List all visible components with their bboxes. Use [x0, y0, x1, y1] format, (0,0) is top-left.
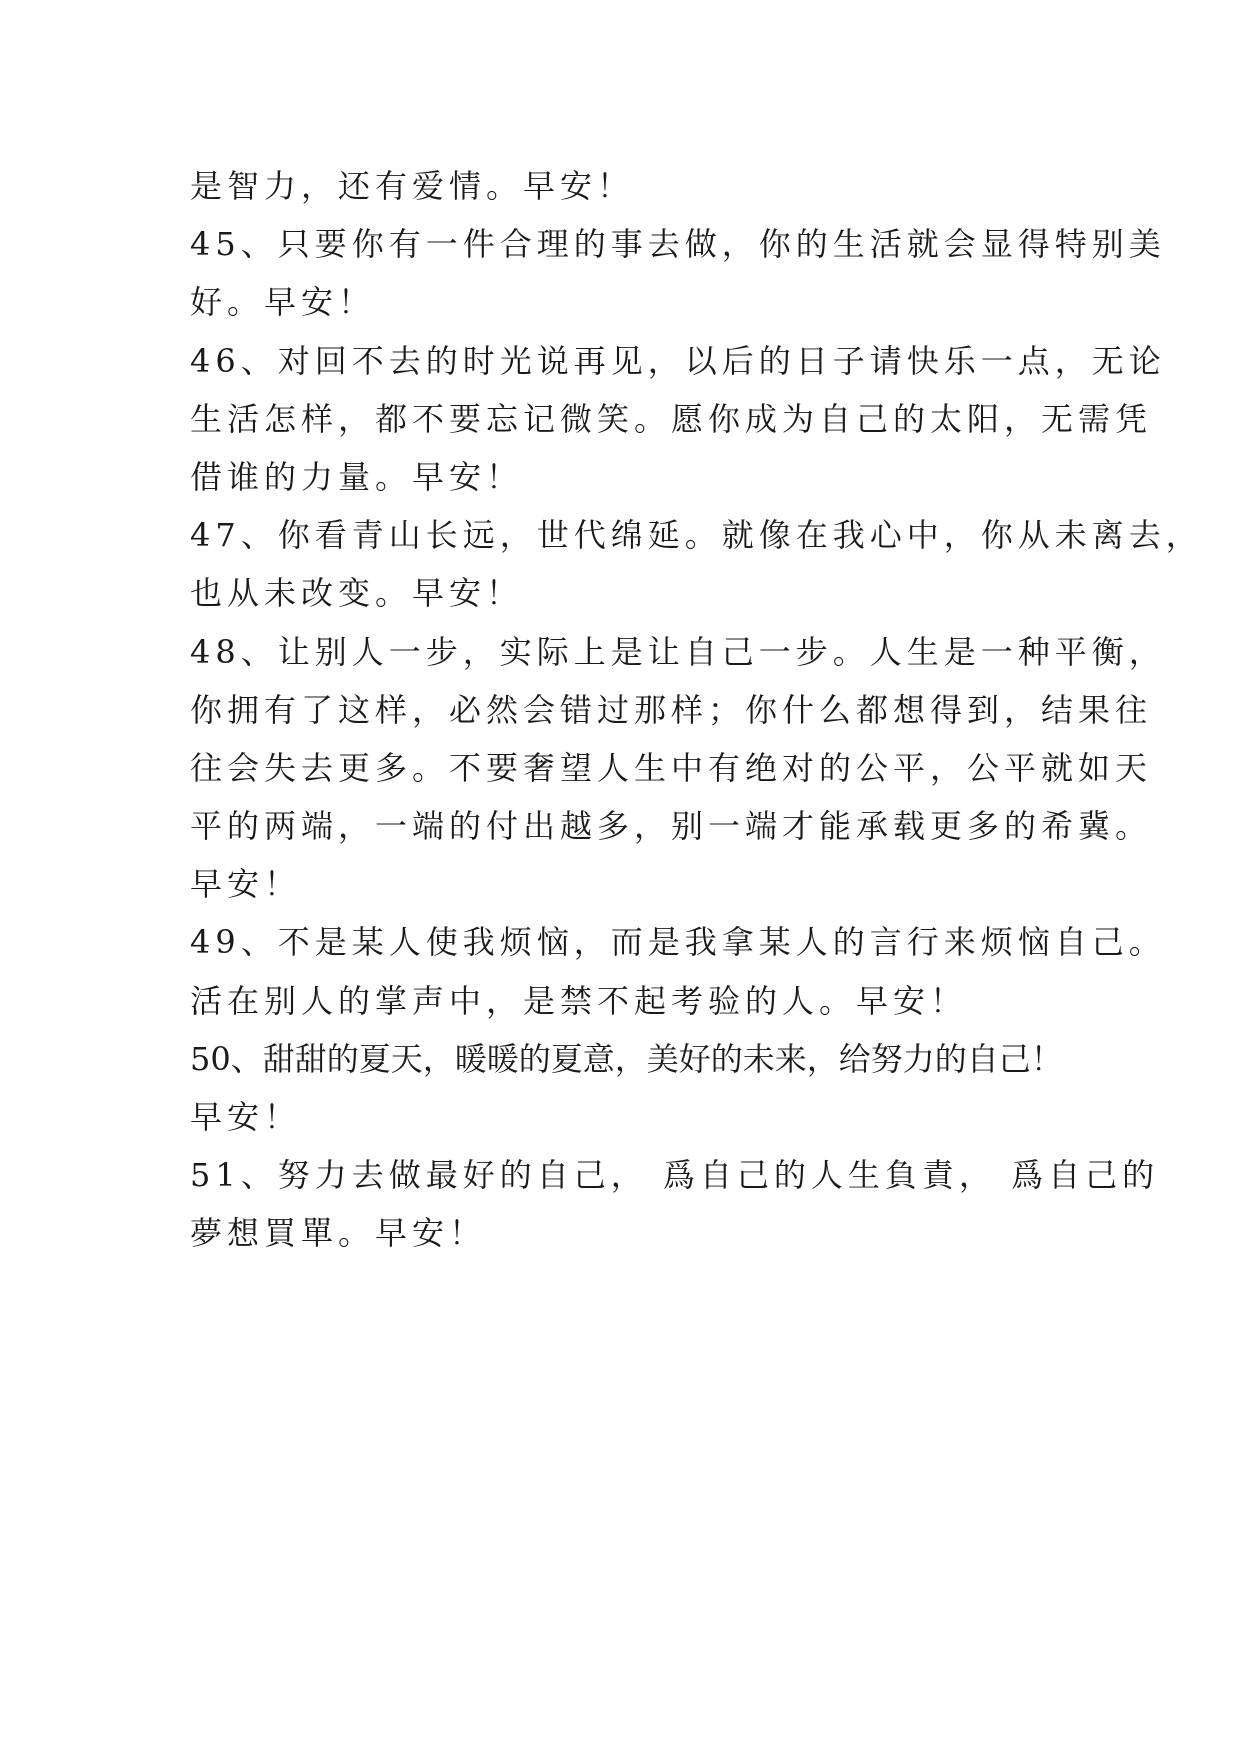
body-text — [190, 157, 1203, 1263]
text-line: 借谁的力量。早安！ — [190, 457, 524, 496]
text-line: 也从未改变。早安！ — [190, 574, 524, 613]
text-line: 46、对回不去的时光说再见，以后的日子请快乐一点，无论 — [190, 341, 1166, 380]
text-line: 好。早安！ — [190, 283, 376, 322]
text-line: 活在别人的掌声中，是禁不起考验的人。早安！ — [190, 981, 968, 1020]
text-line: 是智力，还有爱情。早安！ — [190, 167, 635, 205]
text-line: 47、你看青山长远，世代绵延。就像在我心中，你从未离去， — [190, 516, 1203, 555]
text-line: 早安！ — [190, 1098, 302, 1136]
text-line: 50、甜甜的夏天，暖暖的夏意，美好的未来，给努力的自己！ — [190, 1039, 1063, 1078]
text-line: 48、让别人一步，实际上是让自己一步。人生是一种平衡， — [190, 632, 1166, 671]
text-line: 早安！ — [190, 865, 302, 904]
text-line: 平的两端，一端的付出越多，别一端才能承载更多的希冀。 — [190, 807, 1153, 846]
text-line: 45、只要你有一件合理的事去做，你的生活就会显得特别美 — [190, 225, 1166, 264]
text-line: 往会失去更多。不要奢望人生中有绝对的公平，公平就如天 — [190, 748, 1153, 787]
text-line: 51、努力去做最好的自己， 爲自己的人生負責， 爲自己的 — [190, 1156, 1160, 1195]
text-line: 夢想買單。早安！ — [190, 1214, 487, 1253]
text-line: 你拥有了这样，必然会错过那样；你什么都想得到，结果往 — [190, 690, 1153, 729]
text-line: 49、不是某人使我烦恼，而是我拿某人的言行来烦恼自己。 — [190, 923, 1166, 962]
text-line: 生活怎样，都不要忘记微笑。愿你成为自己的太阳，无需凭 — [190, 399, 1153, 438]
